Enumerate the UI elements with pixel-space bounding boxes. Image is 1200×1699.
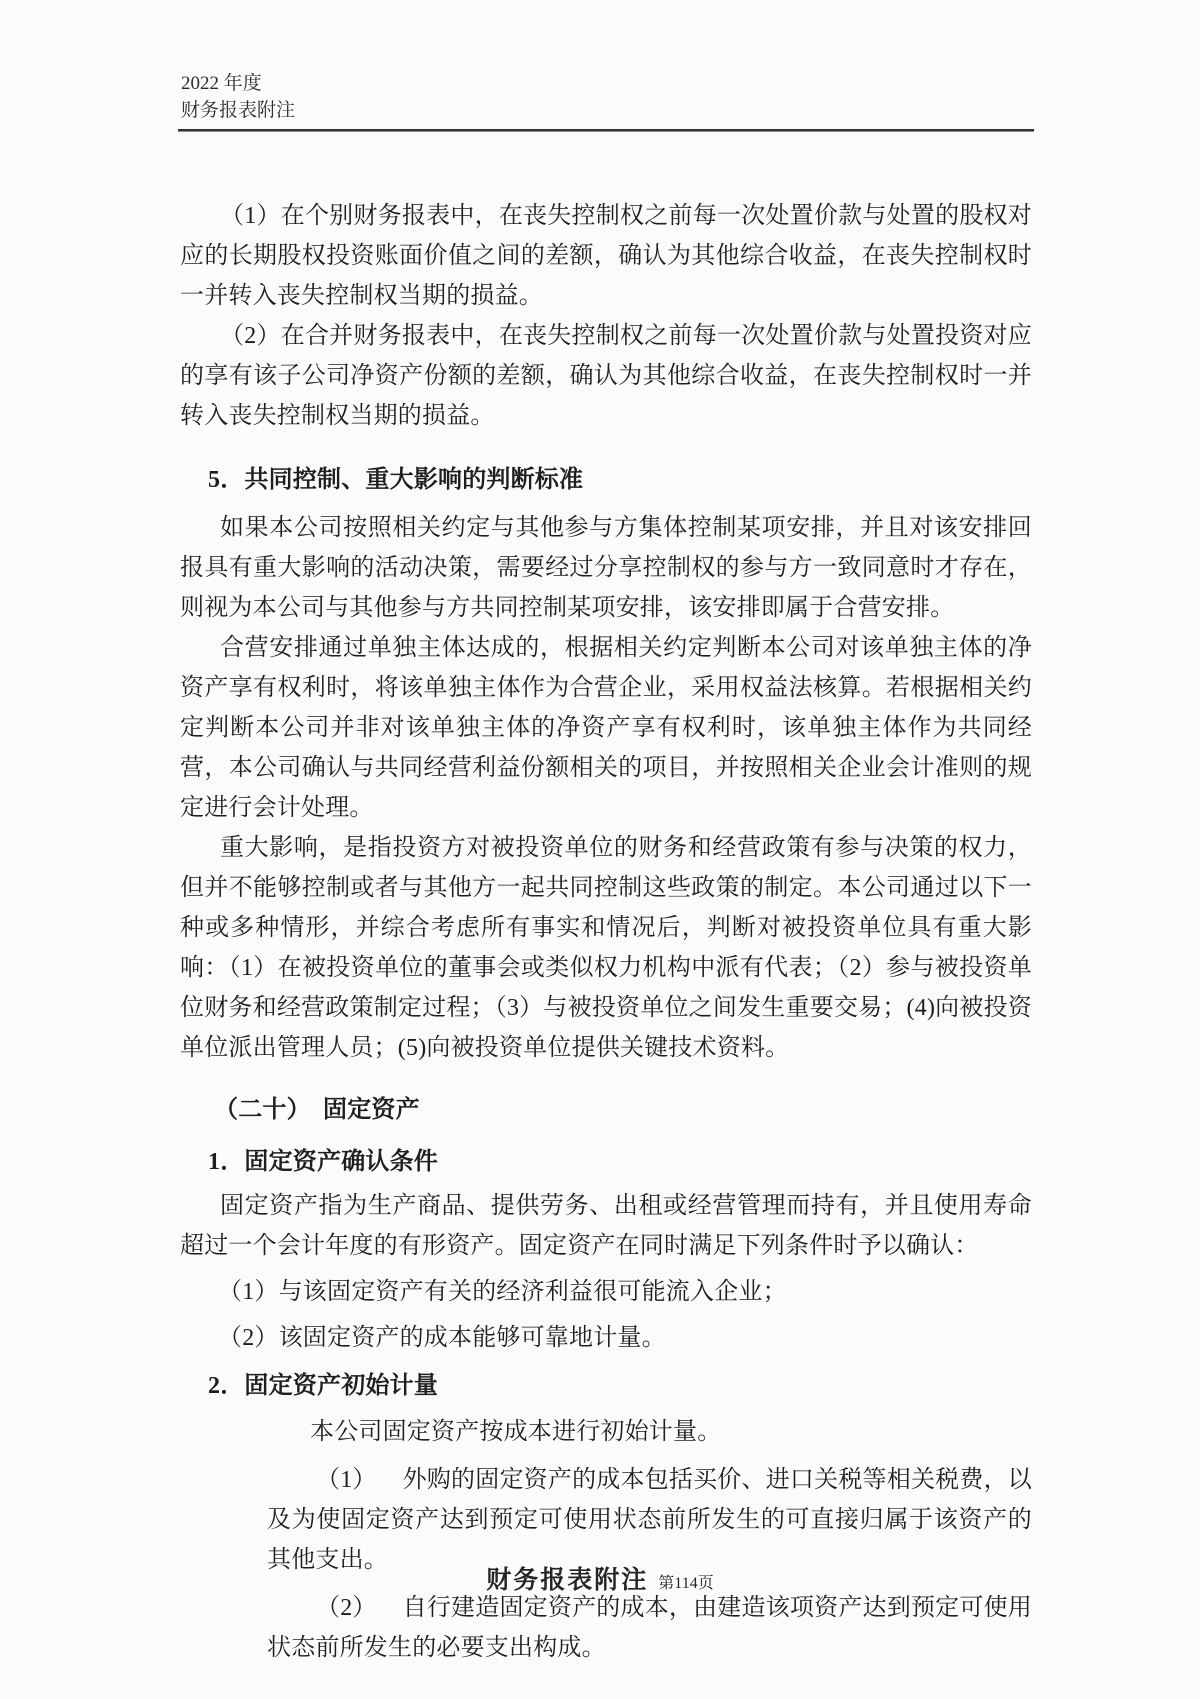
footer-doc-title: 财务报表附注	[486, 1567, 649, 1594]
footer-page-number: 第114页	[658, 1575, 714, 1592]
item-fa-self-built	[267, 1588, 1032, 1668]
item-number-label: （1）	[316, 1467, 377, 1493]
item-fa-condition-2: （2）该固定资产的成本能够可靠地计量。	[218, 1325, 666, 1351]
item-number-label: （2）	[316, 1595, 377, 1621]
document-body	[180, 196, 1032, 1668]
heading-fa-recognition: 1．固定资产确认条件	[208, 1149, 438, 1175]
header-year: 2022 年度	[181, 73, 262, 94]
para-joint-control: 如果本公司按照相关约定与其他参与方集体控制某项安排，并且对该安排回报具有重大影响的活动决策，需要经过分享控制权的参与方一致同意时才存在，则视为本公司与其他参与方共同控制某项安排，该安排即属于合营安排。	[180, 515, 1032, 621]
para-significant-influence: 重大影响，是指投资方对被投资单位的财务和经营政策有参与决策的权力，但并不能够控制或者与其他方一起共同控制这些政策的制定。本公司通过以下一种或多种情形，并综合考虑所有事实和情况后，判断对被投资单位具有重大影响：（1）在被投资单位的董事会或类似权力机构中派有代表；（2）参与被投资单位财务和经营政策制定过程；（3）与被投资单位之间发生重要交易；(4)向被投资单位派出管理人员；(5)向被投资单位提供关键技术资料。	[180, 835, 1032, 1061]
item-fa-condition-1: （1）与该固定资产有关的经济利益很可能流入企业；	[218, 1279, 787, 1305]
para-disposal-individual: （1）在个别财务报表中，在丧失控制权之前每一次处置价款与处置的股权对应的长期股权投资账面价值之间的差额，确认为其他综合收益，在丧失控制权时一并转入丧失控制权当期的损益。	[180, 203, 1032, 309]
heading-fixed-assets: （二十） 固定资产	[214, 1097, 420, 1123]
item-text: 外购的固定资产的成本包括买价、进口关税等相关税费，以及为使固定资产达到预定可使用状态前所发生的可直接归属于该资产的其他支出。	[267, 1467, 1032, 1573]
para-joint-arrangement: 合营安排通过单独主体达成的，根据相关约定判断本公司对该单独主体的净资产享有权利时，将该单独主体作为合营企业，采用权益法核算。若根据相关约定判断本公司并非对该单独主体的净资产享有权利时，该单独主体作为共同经营，本公司确认与共同经营利益份额相关的项目，并按照相关企业会计准则的规定进行会计处理。	[180, 635, 1032, 821]
running-header	[178, 70, 1034, 132]
header-rule	[178, 129, 1034, 132]
para-fa-definition: 固定资产指为生产商品、提供劳务、出租或经营管理而持有，并且使用寿命超过一个会计年度的有形资产。固定资产在同时满足下列条件时予以确认：	[180, 1193, 1032, 1259]
para-disposal-consolidated: （2）在合并财务报表中，在丧失控制权之前每一次处置价款与处置投资对应的享有该子公司净资产份额的差额，确认为其他综合收益，在丧失控制权时一并转入丧失控制权当期的损益。	[180, 323, 1032, 429]
item-text: 自行建造固定资产的成本，由建造该项资产达到预定可使用状态前所发生的必要支出构成。	[267, 1595, 1032, 1661]
header-doc-title: 财务报表附注	[181, 100, 296, 121]
para-fa-cost-basis: 本公司固定资产按成本进行初始计量。	[310, 1419, 722, 1445]
heading-joint-control: 5．共同控制、重大影响的判断标准	[208, 467, 584, 493]
page-footer	[0, 1560, 1200, 1596]
heading-fa-initial-measure: 2．固定资产初始计量	[208, 1373, 438, 1399]
